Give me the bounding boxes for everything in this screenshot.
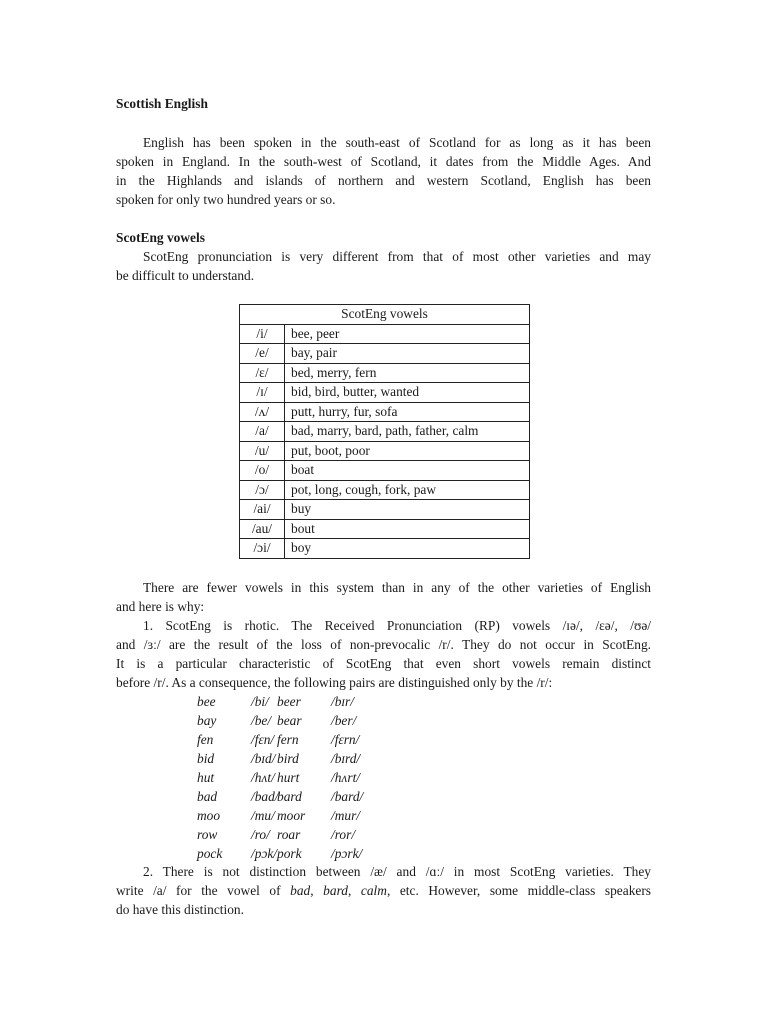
vowel-symbol: /u/	[240, 441, 285, 461]
pair-word: bay	[197, 713, 217, 728]
pair-word: fen	[197, 732, 214, 747]
pair-rhotic-transcription: /hʌrt/	[331, 770, 361, 785]
pair-transcription: /ro/	[251, 827, 270, 842]
vowel-symbol: /ɪ/	[240, 383, 285, 403]
pair-rhotic-word: fern	[277, 732, 299, 747]
pair-rhotic-word: moor	[277, 808, 306, 823]
point2-line-1: 2. There is not distinction between /æ/ and /ɑː/ in most ScotEng varieties. They	[143, 864, 651, 879]
para2-line-6: before /r/. As a consequence, the following pairs are distinguished only by the /r/:	[116, 675, 553, 690]
separator: ,	[347, 883, 361, 898]
point2-line-2	[116, 881, 651, 900]
pair-rhotic-transcription: /mur/	[331, 808, 361, 823]
section-line-1: ScotEng pronunciation is very different from that of most other varieties and may	[143, 249, 651, 264]
pair-rhotic-word: bear	[277, 713, 302, 728]
section-heading: ScotEng vowels	[116, 230, 205, 245]
example-word: bard	[323, 883, 348, 898]
table-row	[240, 480, 530, 500]
vowel-examples: bed, merry, fern	[285, 363, 530, 383]
table-header: ScotEng vowels	[240, 305, 530, 325]
intro-line-1: English has been spoken in the south-east of Scotland for as long as it has been	[143, 135, 651, 150]
table-row	[240, 324, 530, 344]
example-word: bad	[290, 883, 311, 898]
para2-line-1: There are fewer vowels in this system than in any of the other varieties of English	[143, 580, 651, 595]
vowel-examples: boy	[285, 539, 530, 559]
para2-line-3: 1. ScotEng is rhotic. The Received Pronunciation (RP) vowels /ɪə/, /ɛə/, /ʊə/	[143, 618, 651, 633]
para2-line-2: and here is why:	[116, 599, 205, 614]
vowel-examples: putt, hurry, fur, sofa	[285, 402, 530, 422]
table-row	[240, 422, 530, 442]
table-header-row	[240, 305, 530, 325]
vowel-symbol: /ɛ/	[240, 363, 285, 383]
pair-transcription: /bɪd/	[251, 751, 276, 766]
pair-word: row	[197, 827, 218, 842]
pair-word: bad	[197, 789, 218, 804]
pair-transcription: /bi/	[251, 694, 269, 709]
vowel-examples: bee, peer	[285, 324, 530, 344]
pair-rhotic-transcription: /ber/	[331, 713, 357, 728]
vowel-symbol: /ɔi/	[240, 539, 285, 559]
table-row	[240, 402, 530, 422]
pair-word: hut	[197, 770, 215, 785]
pair-transcription: /pɔk/	[251, 846, 278, 861]
section-line-2: be difficult to understand.	[116, 268, 255, 283]
pair-transcription: /fɛn/	[251, 732, 275, 747]
vowel-examples: bid, bird, butter, wanted	[285, 383, 530, 403]
vowels-table	[239, 304, 530, 559]
table-row	[240, 344, 530, 364]
table-row	[240, 363, 530, 383]
para2-line-5: It is a particular characteristic of ScotEng that even short vowels remain distinct	[116, 656, 651, 671]
vowel-examples: boat	[285, 461, 530, 481]
pair-rhotic-transcription: /bɪrd/	[331, 751, 361, 766]
vowel-examples: bay, pair	[285, 344, 530, 364]
table-row	[240, 441, 530, 461]
table-row	[240, 461, 530, 481]
table-row	[240, 383, 530, 403]
vowel-symbol: /a/	[240, 422, 285, 442]
pair-rhotic-transcription: /bard/	[331, 789, 364, 804]
pair-rhotic-word: bard	[277, 789, 302, 804]
pair-rhotic-word: pork	[277, 846, 302, 861]
point2-text: , etc. However, some middle-class speakers	[386, 883, 652, 898]
intro-line-3: in the Highlands and islands of northern and western Scotland, English has been	[116, 173, 651, 188]
table-row	[240, 500, 530, 520]
vowel-examples: buy	[285, 500, 530, 520]
pair-rhotic-transcription: /ror/	[331, 827, 356, 842]
pair-rhotic-word: bird	[277, 751, 299, 766]
pair-rhotic-word: roar	[277, 827, 301, 842]
vowel-symbol: /i/	[240, 324, 285, 344]
pair-transcription: /be/	[251, 713, 272, 728]
vowel-symbol: /ʌ/	[240, 402, 285, 422]
intro-line-4: spoken for only two hundred years or so.	[116, 192, 336, 207]
point2-line-3: do have this distinction.	[116, 902, 244, 917]
vowel-symbol: /ɔ/	[240, 480, 285, 500]
para2-line-4: and /ɜː/ are the result of the loss of non-prevocalic /r/. They do not occur in ScotEng.	[116, 637, 651, 652]
separator: ,	[310, 883, 324, 898]
table-row	[240, 539, 530, 559]
vowel-examples: bout	[285, 519, 530, 539]
vowel-symbol: /au/	[240, 519, 285, 539]
vowel-symbol: /e/	[240, 344, 285, 364]
vowel-symbol: /o/	[240, 461, 285, 481]
vowel-examples: put, boot, poor	[285, 441, 530, 461]
example-word: calm	[360, 883, 387, 898]
pair-rhotic-transcription: /fɛrn/	[331, 732, 360, 747]
vowel-examples: bad, marry, bard, path, father, calm	[285, 422, 530, 442]
intro-line-2: spoken in England. In the south-west of Scotland, it dates from the Middle Ages. And	[116, 154, 651, 169]
table-row	[240, 519, 530, 539]
pair-rhotic-word: hurt	[277, 770, 300, 785]
pair-word: pock	[197, 846, 223, 861]
vowel-symbol: /ai/	[240, 500, 285, 520]
pair-word: bid	[197, 751, 215, 766]
pair-rhotic-transcription: /bɪr/	[331, 694, 354, 709]
pair-transcription: /hʌt/	[251, 770, 275, 785]
pair-transcription: /mu/	[251, 808, 275, 823]
pair-transcription: /bad/	[251, 789, 279, 804]
pair-word: moo	[197, 808, 221, 823]
point2-text: write /a/ for the vowel of	[116, 883, 291, 898]
vowel-examples: pot, long, cough, fork, paw	[285, 480, 530, 500]
pair-rhotic-transcription: /pɔrk/	[331, 846, 363, 861]
pair-rhotic-word: beer	[277, 694, 301, 709]
document-title: Scottish English	[116, 96, 208, 111]
pair-word: bee	[197, 694, 216, 709]
